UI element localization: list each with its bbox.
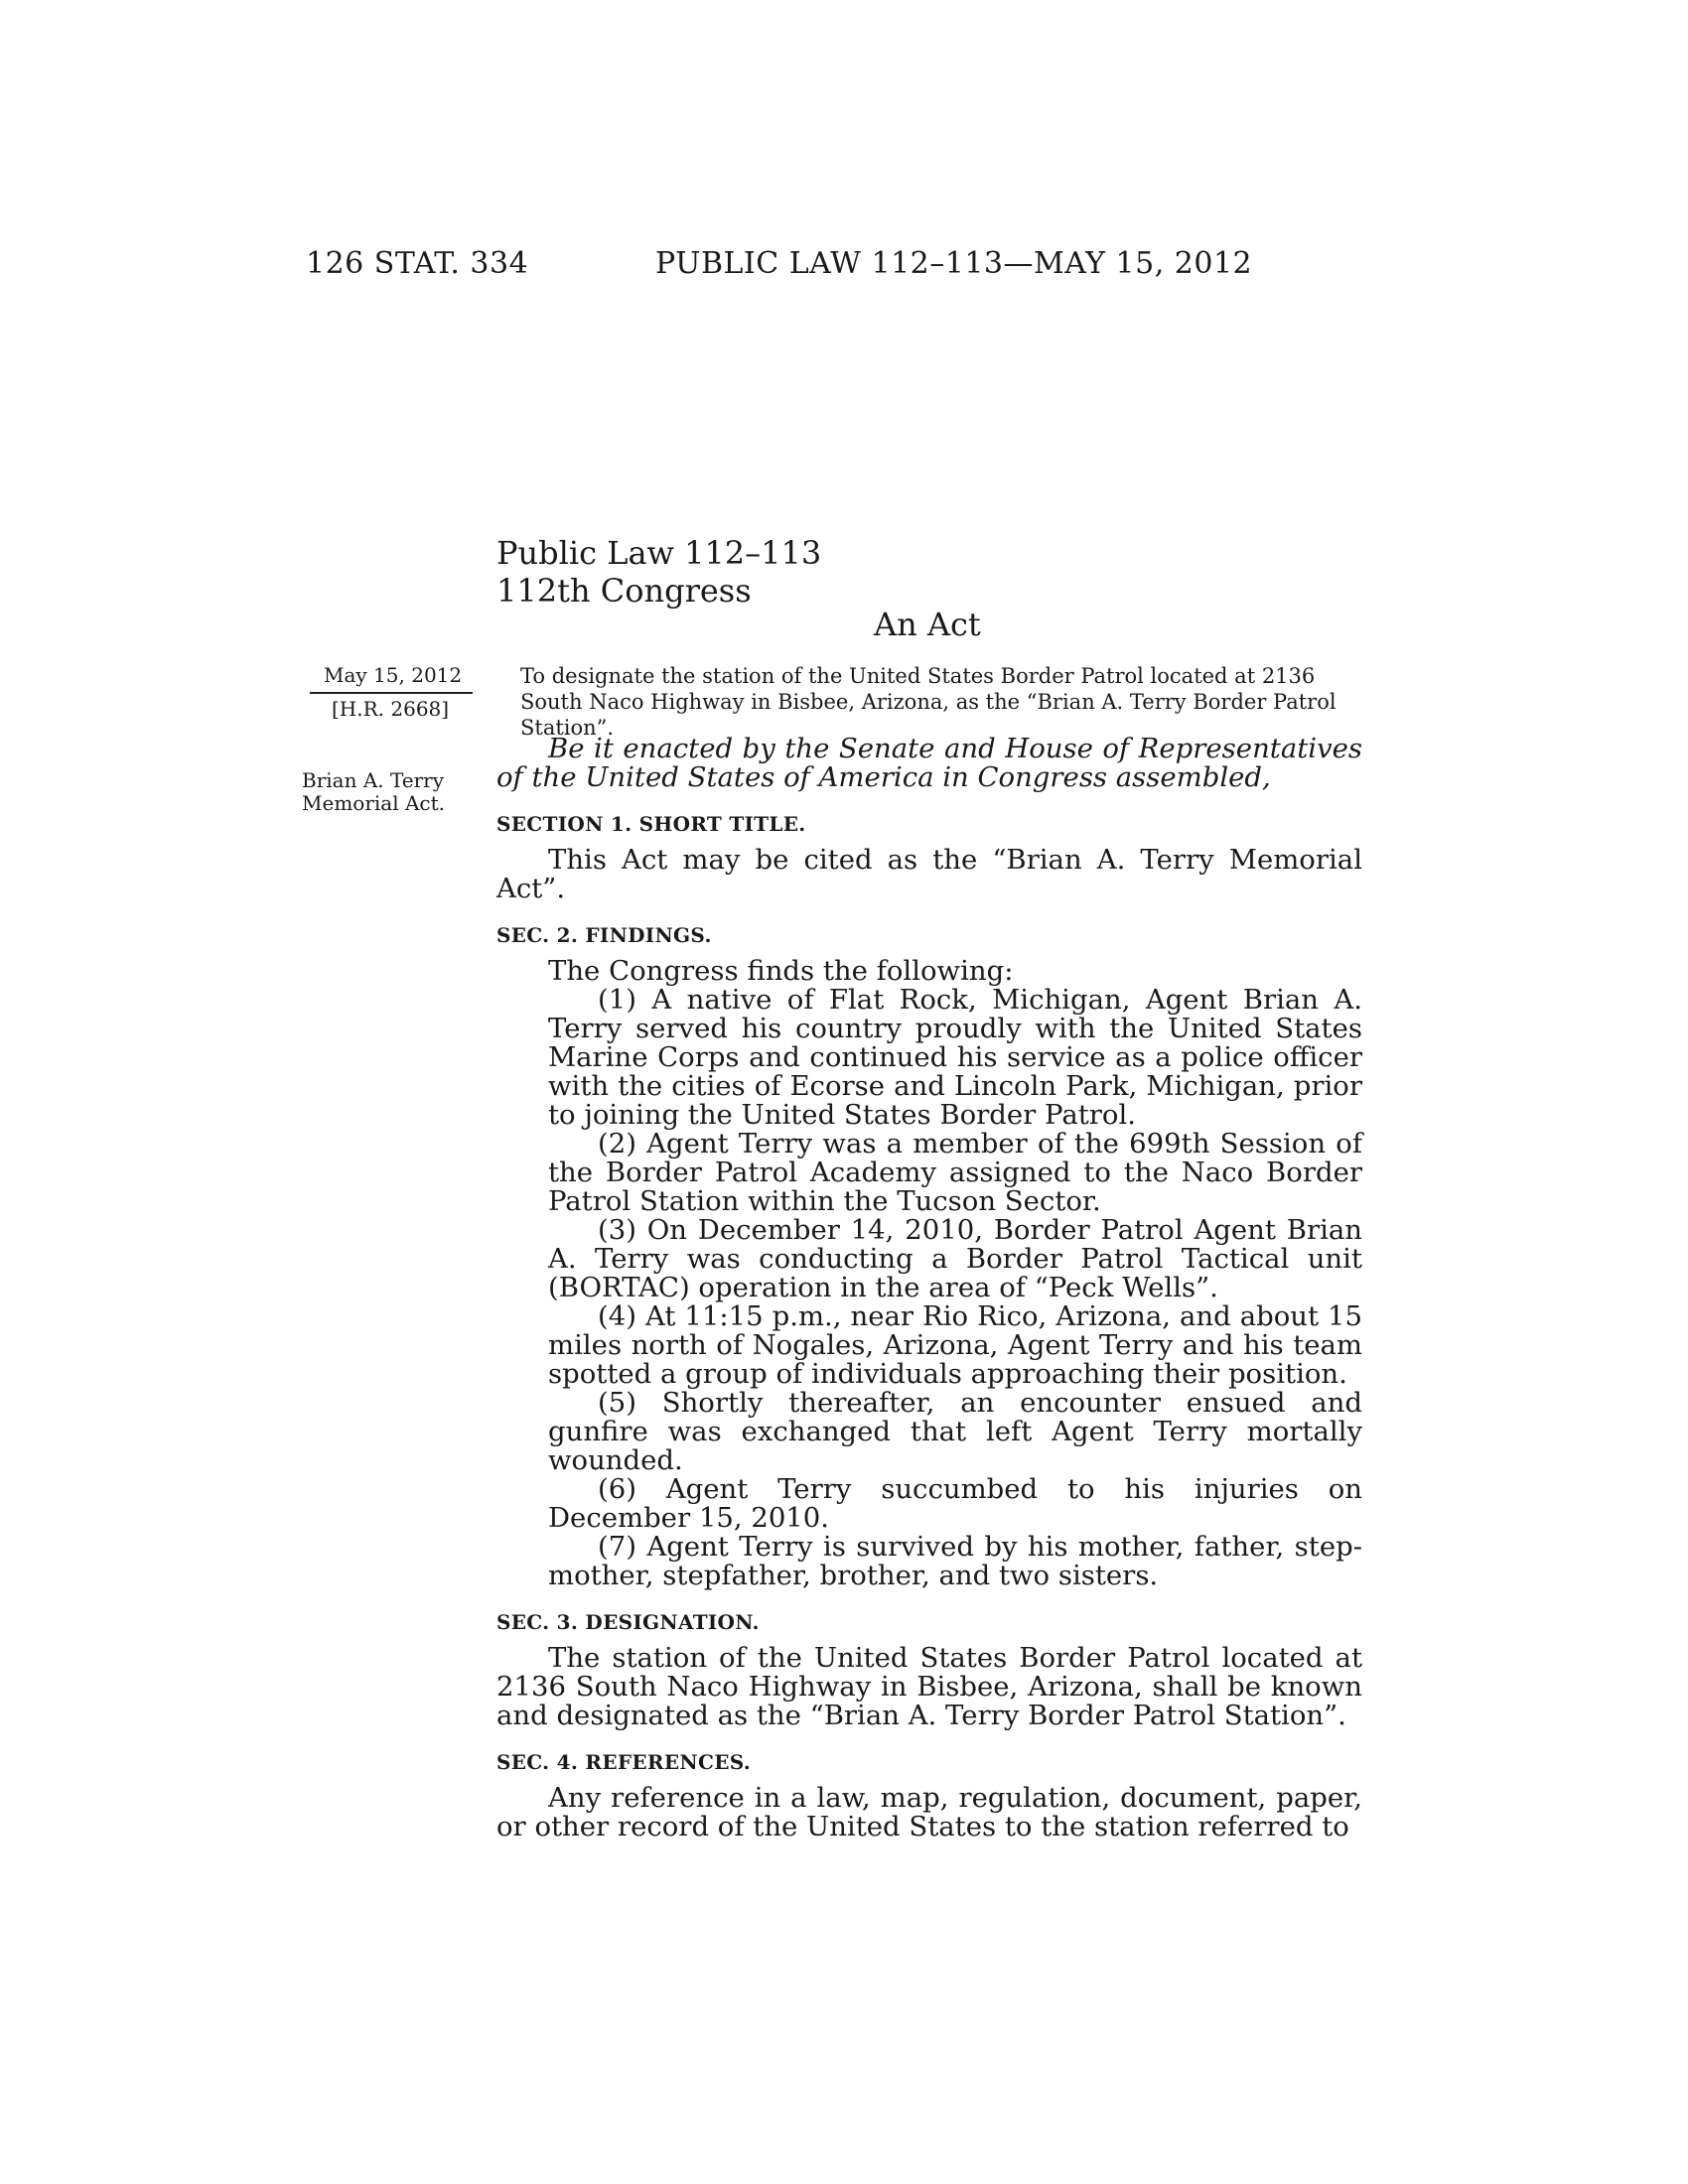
finding-3: (3) On December 14, 2010, Border Patrol Agent Brian A. Terry was conducting a Border Patrol Tactical unit (BORTAC) operation in the area of “Peck Wells”.	[548, 1214, 1362, 1303]
finding-4: (4) At 11:15 p.m., near Rio Rico, Arizona, and about 15 miles north of Nogales, Arizona, Agent Terry and his team spotted a group of individuals approaching their position.	[548, 1300, 1362, 1390]
finding-6: (6) Agent Terry succumbed to his injuries on December 15, 2010.	[548, 1473, 1362, 1534]
finding-7: (7) Agent Terry is survived by his mother, father, step-mother, stepfather, brother, and two sisters.	[548, 1531, 1362, 1591]
margin-short-title-line-1: Brian A. Terry	[302, 768, 445, 792]
congress-label: 112th Congress	[496, 572, 752, 610]
finding-2: (2) Agent Terry was a member of the 699th Session of the Border Patrol Academy assigned to the Naco Border Patrol Station within the Tucson Sector.	[548, 1128, 1362, 1217]
section-3-text: The station of the United States Border Patrol located at 2136 South Naco Highway in Bisbee, Arizona, shall be known and designated as the “Brian A. Terry Border Patrol Station”.	[496, 1642, 1362, 1731]
finding-1: (1) A native of Flat Rock, Michigan, Agent Brian A. Terry served his country proudly with the United States Marine Corps and continued his service as a police officer with the cities of Ecorse and Lincoln Park, Michigan, prior to joining the United States Border Patrol.	[548, 984, 1362, 1131]
margin-rule	[310, 692, 473, 694]
margin-short-title-line-2: Memorial Act.	[302, 791, 445, 815]
section-4-heading: SEC. 4. REFERENCES.	[496, 1750, 752, 1774]
section-4-text: Any reference in a law, map, regulation, document, paper, or other record of the United States to the station referred to	[496, 1782, 1362, 1843]
act-label: An Act	[874, 606, 981, 643]
finding-5: (5) Shortly thereafter, an encounter ensued and gunfire was exchanged that left Agent Terry mortally wounded.	[548, 1387, 1362, 1476]
margin-date: May 15, 2012	[324, 663, 463, 687]
section-1-text: This Act may be cited as the “Brian A. Terry Memorial Act”.	[496, 844, 1362, 904]
act-purpose: To designate the station of the United States Border Patrol located at 2136 South Naco Highway in Bisbee, Arizona, as the “Brian A. Terry Border Patrol Station”.	[520, 664, 1336, 740]
section-1-heading: SECTION 1. SHORT TITLE.	[496, 812, 806, 836]
stat-page-reference: 126 STAT. 334	[306, 246, 529, 281]
law-number: Public Law 112–113	[496, 534, 822, 572]
margin-bill-number: [H.R. 2668]	[332, 697, 450, 721]
section-2-heading: SEC. 2. FINDINGS.	[496, 923, 712, 947]
running-title: PUBLIC LAW 112–113—MAY 15, 2012	[655, 246, 1253, 281]
enacting-clause: Be it enacted by the Senate and House of Representatives of the United States of America in Congress assembled,	[496, 733, 1362, 793]
section-3-heading: SEC. 3. DESIGNATION.	[496, 1610, 760, 1634]
section-2-intro: The Congress finds the following:	[548, 955, 1014, 987]
act-body	[496, 735, 1362, 1842]
